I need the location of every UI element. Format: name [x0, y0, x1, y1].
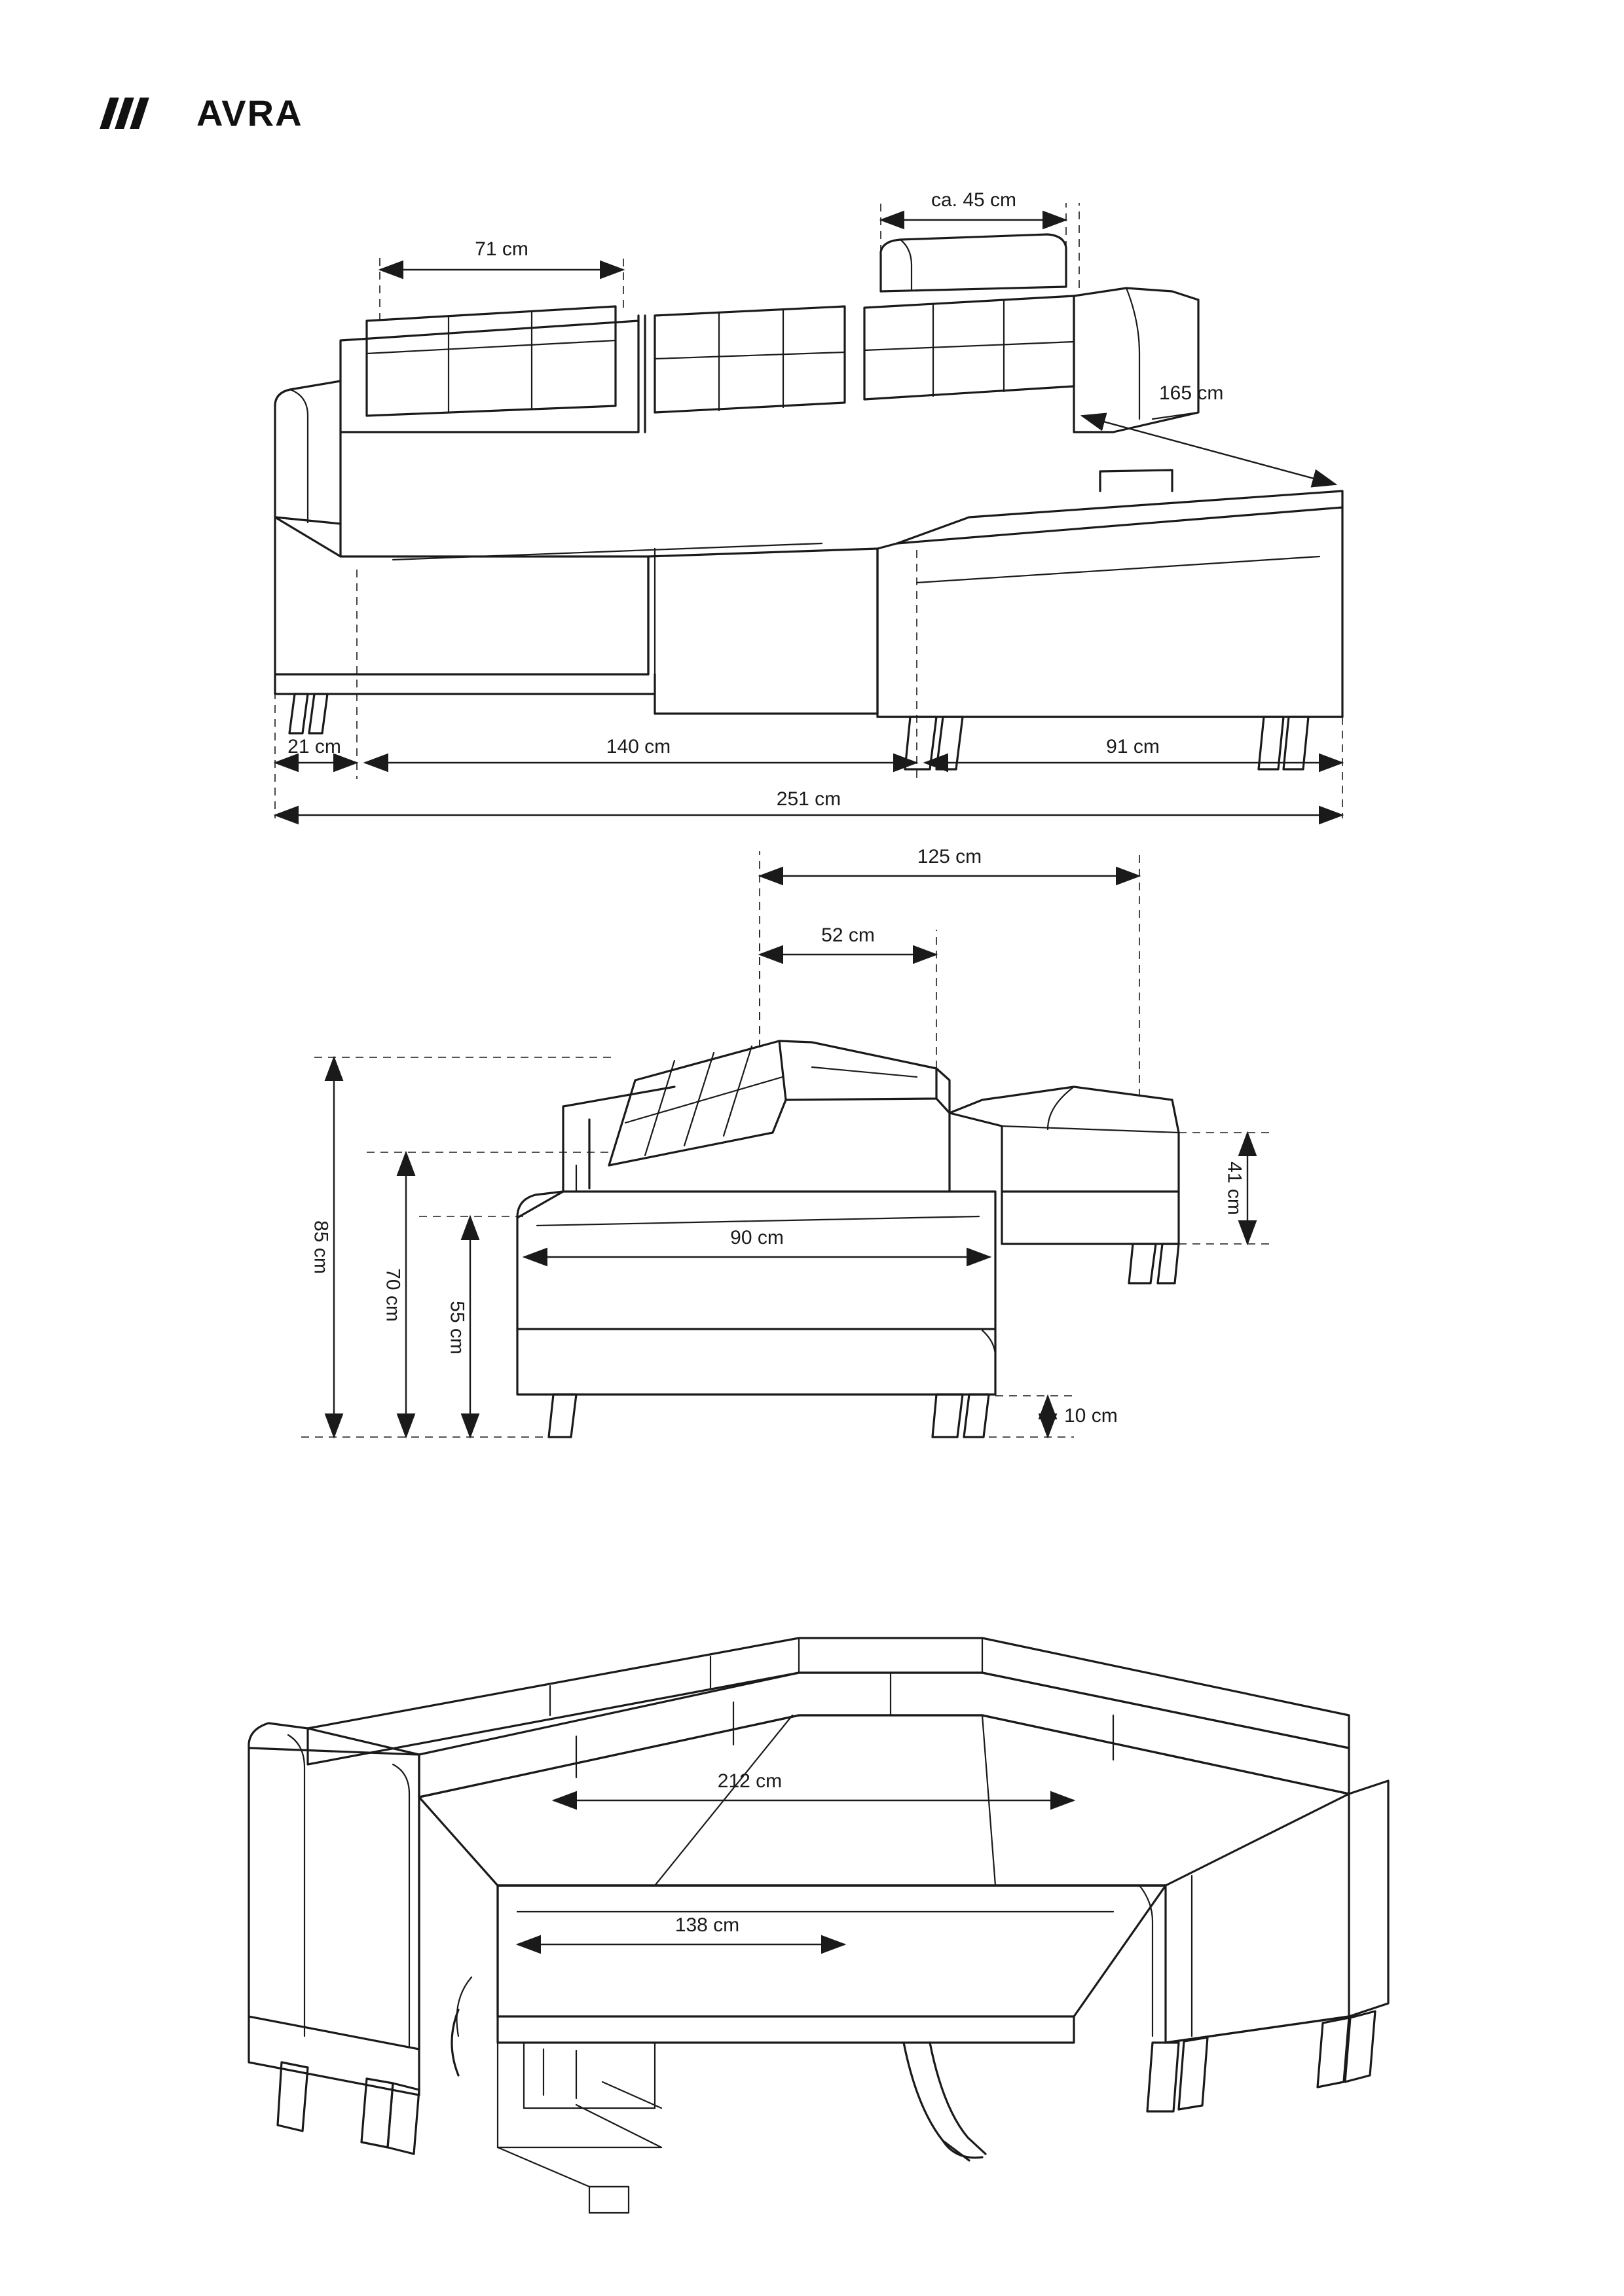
sofa-bed-outline	[249, 1638, 1388, 2213]
dimension-41cm	[1179, 1133, 1270, 1244]
dimension-label: 85 cm	[310, 1220, 332, 1274]
dimension-chain-vertical	[301, 1057, 616, 1437]
dimension-10cm	[989, 1396, 1118, 1437]
figure-bed-view	[0, 1519, 1624, 2252]
dimension-label: 138 cm	[674, 1914, 740, 1936]
dimension-label: 41 cm	[1223, 1161, 1246, 1215]
dimension-label: 55 cm	[446, 1301, 468, 1355]
sofa-side-outline	[517, 1041, 1179, 1437]
dimension-label: 91 cm	[1106, 736, 1160, 757]
dimension-label: 52 cm	[821, 924, 875, 946]
dimension-label: 212 cm	[717, 1770, 783, 1792]
dimension-label: 21 cm	[287, 736, 341, 757]
dimension-label: 125 cm	[917, 846, 982, 867]
page-title: AVRA	[196, 92, 303, 134]
dimension-label: 70 cm	[382, 1268, 404, 1322]
dimension-label: 90 cm	[730, 1227, 784, 1248]
dimension-label: 251 cm	[776, 788, 841, 810]
dimension-90cm	[524, 1227, 990, 1257]
dimension-52cm	[760, 924, 936, 1068]
sofa-front-outline	[275, 234, 1342, 769]
dimension-212cm	[553, 1770, 1074, 1800]
dimension-label: 10 cm	[1064, 1405, 1118, 1427]
dimension-label: 140 cm	[606, 736, 671, 757]
dimension-label: ca. 45 cm	[931, 189, 1017, 211]
dimension-ca45cm	[881, 189, 1066, 253]
dimension-138cm	[517, 1914, 845, 1944]
dimension-label: 165 cm	[1159, 382, 1224, 404]
figure-side-view	[0, 825, 1624, 1506]
dimension-165cm	[1079, 203, 1336, 484]
dimension-label: 71 cm	[475, 238, 528, 260]
figure-front-view	[0, 124, 1624, 845]
dimension-125cm	[760, 846, 1139, 1097]
